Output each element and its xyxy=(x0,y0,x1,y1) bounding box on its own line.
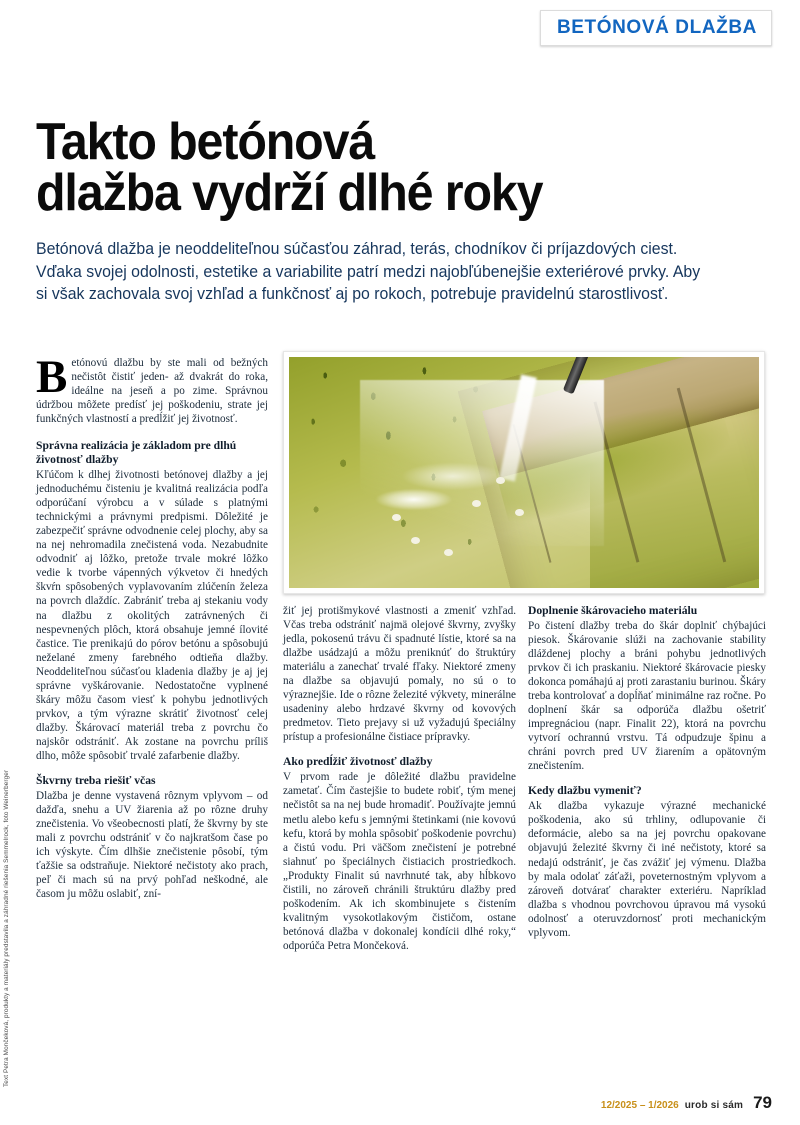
page-number: 79 xyxy=(753,1093,772,1112)
column3-heading-1: Doplnenie škárovacieho materiálu xyxy=(528,604,698,617)
photo-credit: Text Petra Mončeková, produkty a materiály predstavila a záhradné riešenia Semmelrock, foto Weinerberger xyxy=(3,769,10,1087)
column1-heading-2: Škvrny treba riešiť včas xyxy=(36,774,156,788)
text-column-3 xyxy=(528,604,766,940)
photo-daisy xyxy=(496,477,505,484)
article-photo xyxy=(283,351,765,594)
page-title-line-1: Takto betónová xyxy=(36,112,375,171)
column3-paragraph-1: Po čistení dlažby treba do škár doplniť chýbajúci piesok. Škárovanie slúži na zachovanie stability dláždenej plochy a bráni pohybu jednotlivých prvkov či ich praskaniu. Niektoré škárovacie piesky dokonca pomáhajú aj proti zarastaniu burinou. Škáry treba kontrolovať a dopĺňať minimálne raz ročne. Po doplnení škár sa odporúča dlažbu ošetriť impregnáciou (napr. Finalit 22), ktorá na povrchu vytvorí ochrannú vrstvu. Tá odpudzuje špinu a chráni povrch pred UV žiarením a opätovným znečistením. xyxy=(528,619,766,773)
page-title xyxy=(36,112,687,222)
column2-heading-1: Ako predĺžiť životnosť dlažby xyxy=(283,755,433,769)
page-footer xyxy=(601,1093,772,1113)
column3-heading-2: Kedy dlažbu vymeniť? xyxy=(528,784,642,798)
article-photo-image xyxy=(289,357,759,588)
text-column-2 xyxy=(283,604,516,953)
photo-water-spray xyxy=(360,380,604,546)
photo-daisy xyxy=(444,549,453,556)
column2-paragraph-1: žiť jej protišmykové vlastnosti a zmeniť vzhľad. Včas treba odstrániť najmä olejové škvrny, zvyšky jedla, pokosenú trávu či spadnuté lístie, ktoré sa na dlažbe usádzajú a môžu preniknúť do štruktúry materiálu a zanechať trvalé fľaky. Niektoré zmeny na dlažbe sa objavujú pomaly, no sú o to výraznejšie. Ide o rôzne železité výkvety, minerálne usadeniny alebo hrdzavé škvrny od kovových predmetov. Tieto prejavy si už vyžadujú špeciálny prístup a profesionálne čistiace prípravky. xyxy=(283,605,516,744)
column3-paragraph-2: Ak dlažba vykazuje výrazné mechanické poškodenia, ako sú trhliny, odlupovanie či deformácie, alebo sa na jej povrchu opakovane objavujú železité škvrny či iné nečistoty, ktoré sa nedajú odstrániť, je čas zvážiť jej výmenu. Dlažba by mala odolať záťaži, poveternostným vplyvom a zároveň dotvárať charakter exteriéru. Napríklad dlažba s vhodnou povrchovou úpravou má vysokú odolnosť a oteruvzdornosť proti mechanickým vplyvom. xyxy=(528,800,766,939)
column2-paragraph-2: V prvom rade je dôležité dlažbu pravidelne zametať. Čím častejšie to budete robiť, tým menej nečistôt sa na nej bude hromadiť. Používajte jemnú metlu alebo kefu s jemnými štetinkami (nie kovovú kefu, ktorá by mohla spôsobiť poškodenie povrchu) a čistú vodu. Pri väčšom znečistení je potrebné siahnuť po špeciálnych čistiacich prostriedkoch. „Produkty Finalit sú navrhnuté tak, aby hĺbkovo čistili, no zároveň chránili štruktúru dlažby pred poškodením. Ak ich skombinujete s čistením kvalitným vysokotlakovým čističom, ostane betónová dlažba v dokonalej kondícii dlhé roky,“ odporúča Petra Mončeková. xyxy=(283,771,516,952)
issue-date: 12/2025 – 1/2026 xyxy=(600,1100,679,1111)
text-column-1 xyxy=(36,351,268,901)
page-title-line-2: dlažba vydrží dlhé roky xyxy=(36,163,543,222)
section-badge-label: BETÓNOVÁ DLAŽBA xyxy=(556,17,757,38)
magazine-logo: urob si sám xyxy=(684,1100,744,1111)
column1-heading-1: Správna realizácia je základom pre dlhú životnosť dlažby xyxy=(36,439,237,467)
column1-paragraph-3: Dlažba je denne vystavená rôznym vplyvom – od dažďa, snehu a UV žiarenia až po rôzne druhy znečistenia. Vo všeobecnosti platí, že škvrny by ste mali z povrchu odstrániť v čo najkratšom čase po ich výskyte. Čím dlhšie znečistenie pôsobí, tým ťažšie sa odstraňuje. Niektoré nečistoty ako prach, peľ či mach sú na prvý pohľad neškodné, ale časom ju môžu oslabiť, zní- xyxy=(36,789,268,901)
column1-paragraph-2: Kľúčom k dlhej životnosti betónovej dlažby a jej jednoduchému čisteniu je kvalitná realizácia podľa odporúčaní výrobcu a v súlade s platnými technickými a právnymi predpismi. Dôležité je zabezpečiť správne odvodnenie celej plochy, aby sa na nej nehromadila znečistená voda. Nezabudnite odvodniť aj lôžko, pretože trvale mokré lôžko vedie k tvorbe vápenných výkvetov či hnedých škvŕn spôsobených vyplavovaním zlúčenín železa na povrch dlaždíc. Zabrániť treba aj stekaniu vody na dlažbu z okolitých zatrávnených či nespevnených plôch, ktorá obsahuje jemné ílovité častice. Tie prenikajú do pórov betónu a spôsobujú neželané zmeny farebného odtieňa dlažby. Neoddeliteľnou súčasťou kladenia dlažby je aj jej správne vyškárovanie. Nedostatočne vyplnené škáry môžu časom viesť k pohybu jednotlivých prvkov, a tým výrazne skrátiť životnosť celej dlažby. Škárovací materiál treba z povrchu čo najskôr odstrániť. Ak zostane na povrchu príliš dlho, môže spôsobiť trvalé zafarbenie dlažby. xyxy=(36,469,268,762)
column1-intro-paragraph: Betónovú dlažbu by ste mali od bežných nečistôt čistiť jeden- až dvakrát do roka, ideálne na jeseň a po zime. Správnou údržbou môžete predísť jej poškodeniu, strate jej funkčných vlastností a predĺžiť jej životnosť. xyxy=(36,351,268,426)
section-badge xyxy=(540,10,772,46)
lead-paragraph: Betónová dlažba je neoddeliteľnou súčasťou záhrad, terás, chodníkov či príjazdových ciest. Vďaka svojej odolnosti, estetike a variabilite patrí medzi najobľúbenejšie exteriérové prvky. Aby si však zachovala svoj vzhľad a funkčnosť aj po rokoch, potrebuje pravidelnú starostlivosť. xyxy=(36,239,701,304)
